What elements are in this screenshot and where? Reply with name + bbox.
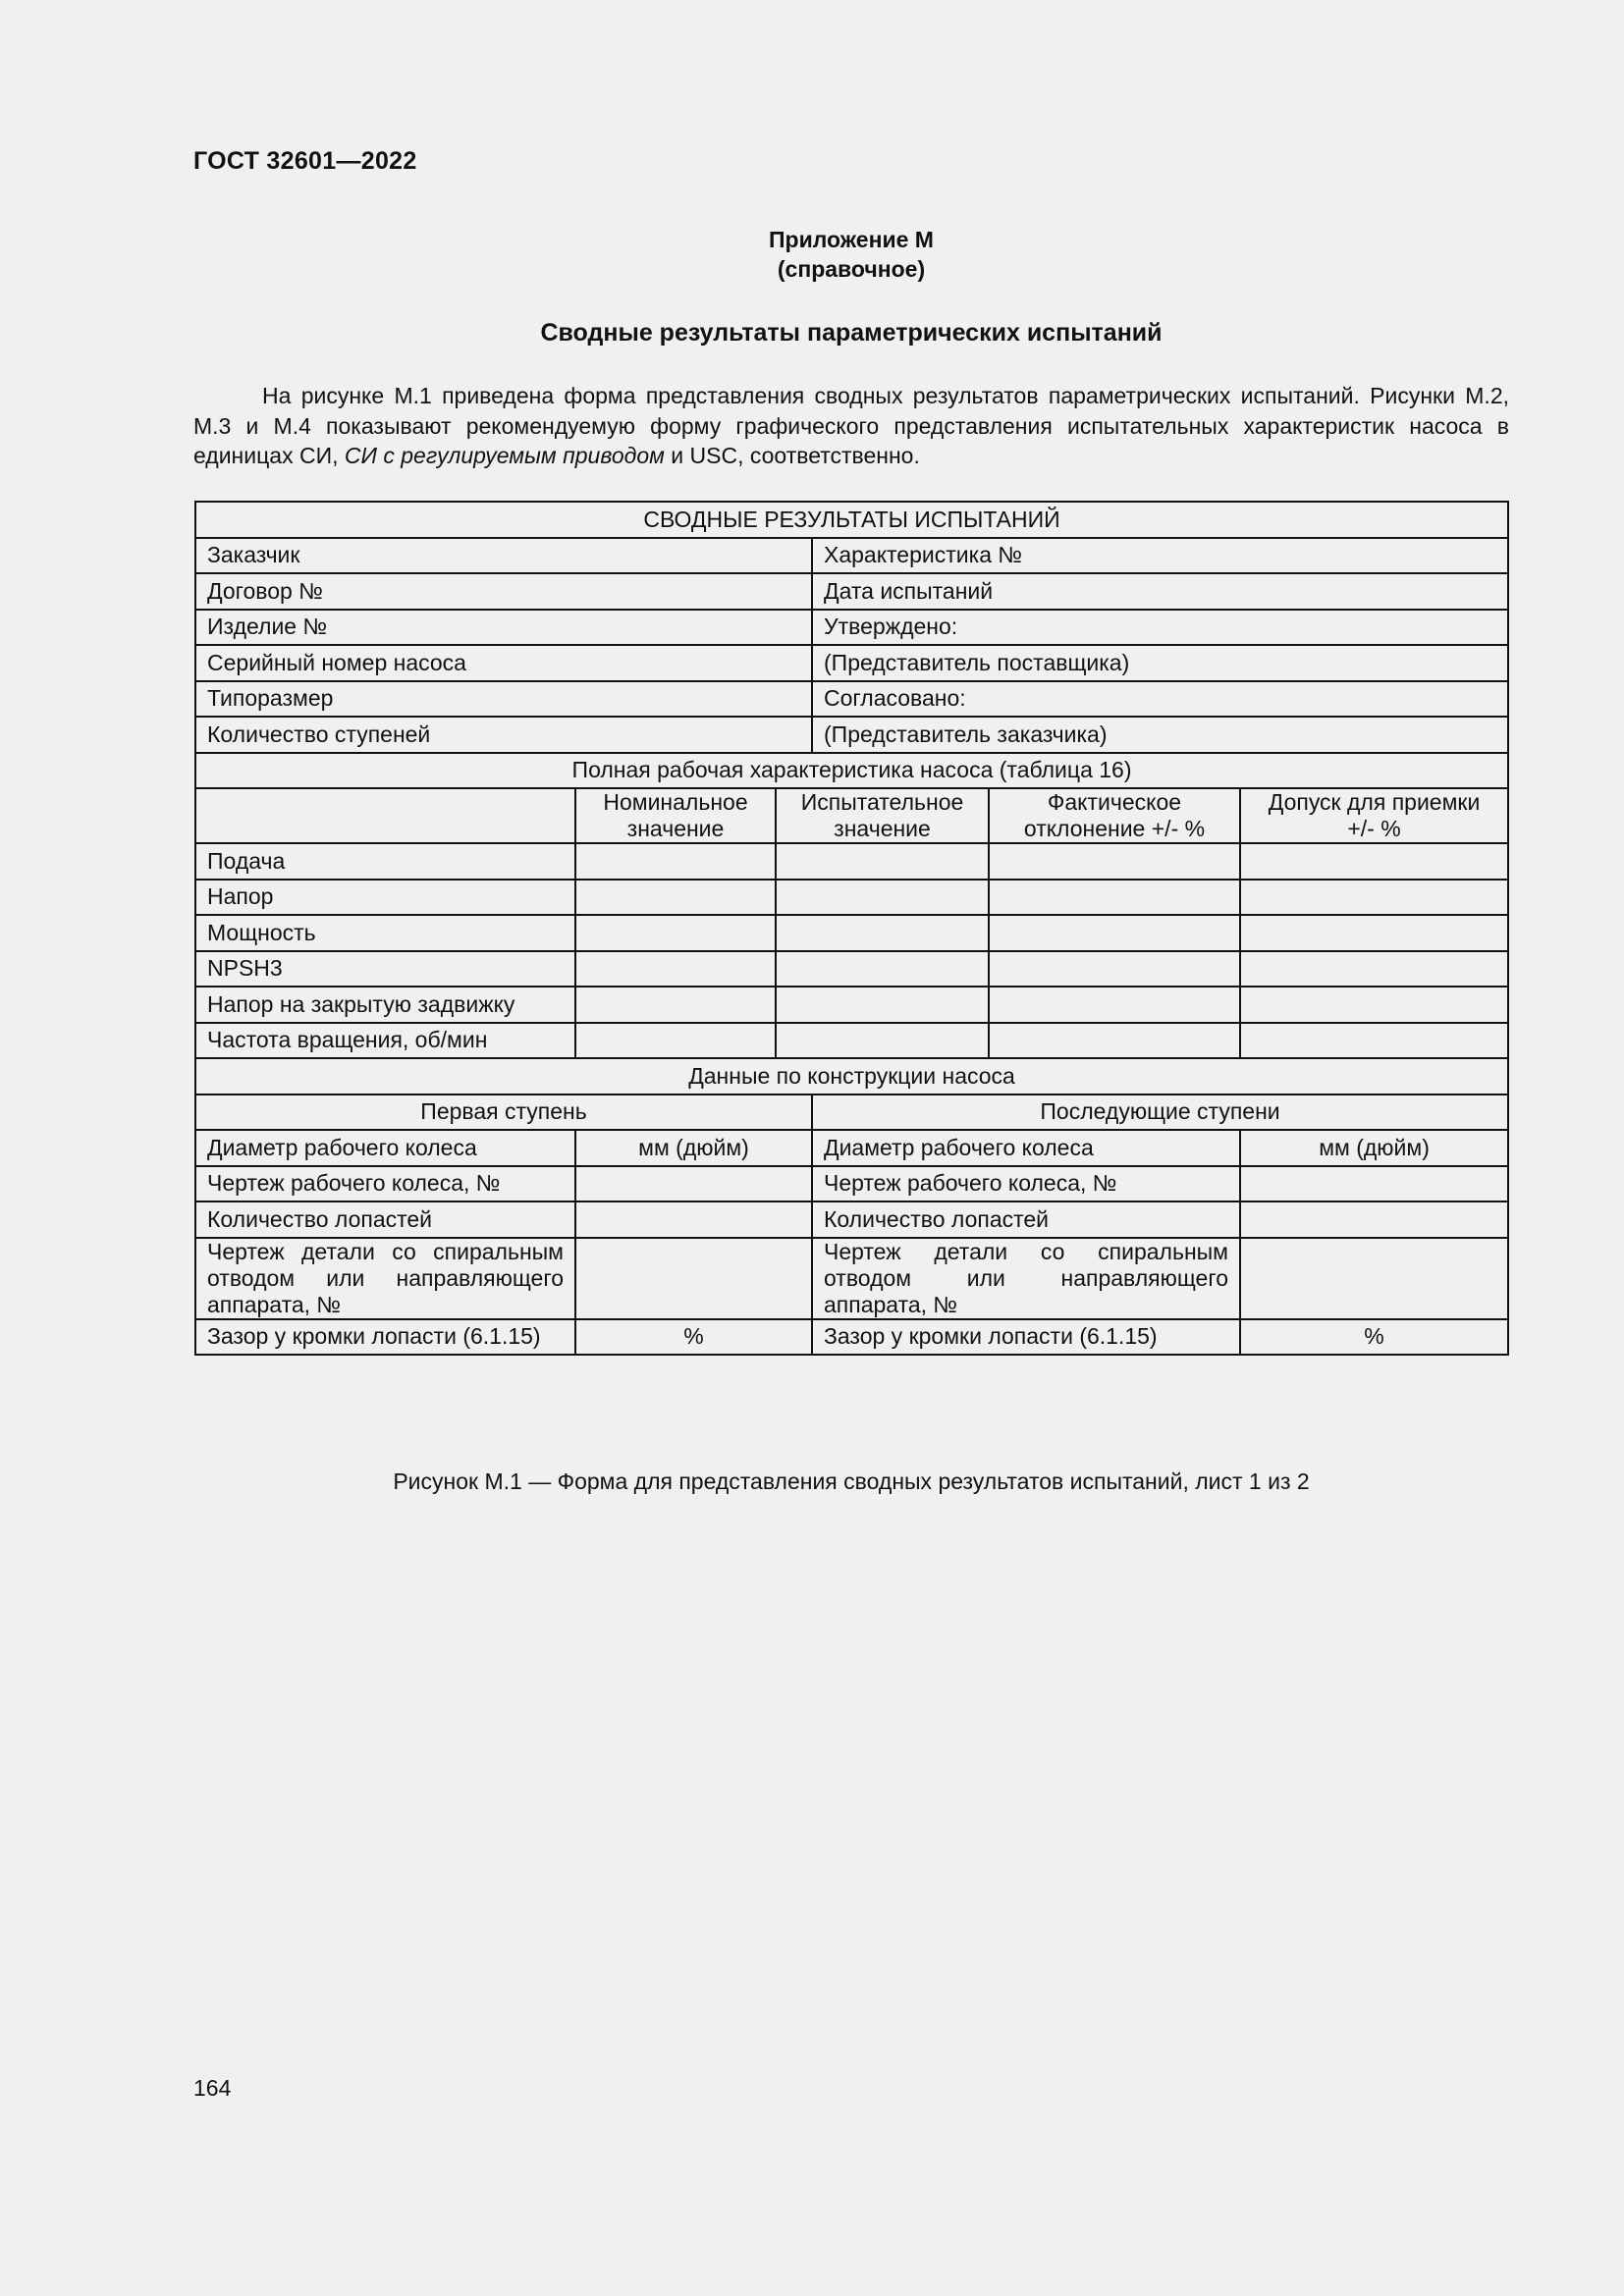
cell-nominal [575, 951, 776, 988]
info-row [195, 717, 1508, 753]
design-left-unit [575, 1166, 812, 1202]
info-left: Количество ступеней [195, 717, 812, 753]
design-right-unit: % [1240, 1319, 1508, 1356]
cell-tolerance [1240, 843, 1508, 880]
cell-test [776, 843, 989, 880]
performance-row-label: Подача [195, 843, 575, 880]
design-right-label: Количество лопастей [812, 1201, 1240, 1238]
cell-nominal [575, 1023, 776, 1059]
design-row [195, 1166, 1508, 1202]
performance-row [195, 987, 1508, 1023]
intro-text-2: и USC, соответственно. [664, 443, 920, 468]
design-right-label: Чертеж детали со спиральным отводом или направляющего аппарата, № [812, 1238, 1240, 1319]
cell-tolerance [1240, 915, 1508, 951]
info-right: Характеристика № [812, 538, 1508, 574]
cell-deviation [989, 987, 1240, 1023]
page-number: 164 [193, 2075, 232, 2101]
design-left-label: Диаметр рабочего колеса [195, 1130, 575, 1166]
design-row [195, 1238, 1508, 1319]
cell-tolerance [1240, 951, 1508, 988]
design-right-unit [1240, 1201, 1508, 1238]
cell-deviation [989, 880, 1240, 916]
performance-row-label: NPSH3 [195, 951, 575, 988]
design-left-unit: % [575, 1319, 812, 1356]
next-stages-header: Последующие ступени [812, 1095, 1508, 1131]
cell-tolerance [1240, 987, 1508, 1023]
cell-test [776, 915, 989, 951]
intro-text-1: На рисунке М.1 приведена форма представления сводных результатов параметрических испытаний. Рисунки М.2, М.3 и М.4 показывают рекомендуемую форму графического представления испытательных характеристик насоса в единицах СИ, [193, 383, 1509, 468]
design-left-label: Количество лопастей [195, 1201, 575, 1238]
info-left: Изделие № [195, 610, 812, 646]
performance-header-empty [195, 788, 575, 843]
cell-test [776, 880, 989, 916]
performance-row-label: Частота вращения, об/мин [195, 1023, 575, 1059]
intro-paragraph [193, 381, 1509, 471]
cell-tolerance [1240, 1023, 1508, 1059]
design-right-label: Зазор у кромки лопасти (6.1.15) [812, 1319, 1240, 1356]
info-left: Договор № [195, 573, 812, 610]
design-title-row [195, 1058, 1508, 1095]
design-left-unit [575, 1238, 812, 1319]
design-row [195, 1130, 1508, 1166]
form-title: СВОДНЫЕ РЕЗУЛЬТАТЫ ИСПЫТАНИЙ [195, 502, 1508, 538]
design-title: Данные по конструкции насоса [195, 1058, 1508, 1095]
design-right-label: Чертеж рабочего колеса, № [812, 1166, 1240, 1202]
info-row [195, 645, 1508, 681]
info-left: Серийный номер насоса [195, 645, 812, 681]
section-title: Сводные результаты параметрических испытаний [540, 319, 1163, 347]
performance-row-label: Напор на закрытую задвижку [195, 987, 575, 1023]
cell-nominal [575, 987, 776, 1023]
design-right-label: Диаметр рабочего колеса [812, 1130, 1240, 1166]
design-left-label: Чертеж детали со спиральным отводом или направляющего аппарата, № [195, 1238, 575, 1319]
info-left: Типоразмер [195, 681, 812, 718]
performance-row [195, 1023, 1508, 1059]
form-title-row [195, 502, 1508, 538]
design-left-label: Чертеж рабочего колеса, № [195, 1166, 575, 1202]
performance-row [195, 951, 1508, 988]
figure-caption: Рисунок М.1 — Форма для представления сводных результатов испытаний, лист 1 из 2 [393, 1468, 1310, 1494]
performance-row-label: Напор [195, 880, 575, 916]
column-header-test: Испытательное значение [776, 788, 989, 843]
design-left-unit: мм (дюйм) [575, 1130, 812, 1166]
cell-nominal [575, 843, 776, 880]
info-row [195, 573, 1508, 610]
info-right: (Представитель заказчика) [812, 717, 1508, 753]
info-left: Заказчик [195, 538, 812, 574]
design-right-unit: мм (дюйм) [1240, 1130, 1508, 1166]
design-right-unit [1240, 1166, 1508, 1202]
design-left-label: Зазор у кромки лопасти (6.1.15) [195, 1319, 575, 1356]
summary-results-form [194, 501, 1509, 1356]
performance-title-row [195, 753, 1508, 789]
cell-deviation [989, 951, 1240, 988]
cell-test [776, 1023, 989, 1059]
design-row [195, 1319, 1508, 1356]
cell-test [776, 951, 989, 988]
performance-row [195, 915, 1508, 951]
info-right: (Представитель поставщика) [812, 645, 1508, 681]
annex-subtitle: (справочное) [777, 256, 926, 282]
annex-title: Приложение М [769, 227, 934, 252]
info-right: Согласовано: [812, 681, 1508, 718]
info-row [195, 538, 1508, 574]
stage-header-row [195, 1095, 1508, 1131]
first-stage-header: Первая ступень [195, 1095, 812, 1131]
cell-test [776, 987, 989, 1023]
performance-row-label: Мощность [195, 915, 575, 951]
performance-row [195, 880, 1508, 916]
cell-nominal [575, 915, 776, 951]
info-right: Дата испытаний [812, 573, 1508, 610]
cell-tolerance [1240, 880, 1508, 916]
design-row [195, 1201, 1508, 1238]
cell-deviation [989, 1023, 1240, 1059]
performance-row [195, 843, 1508, 880]
document-code: ГОСТ 32601—2022 [193, 147, 417, 175]
design-left-unit [575, 1201, 812, 1238]
cell-deviation [989, 843, 1240, 880]
column-header-deviation: Фактическое отклонение +/- % [989, 788, 1240, 843]
info-row [195, 681, 1508, 718]
info-right: Утверждено: [812, 610, 1508, 646]
column-header-tolerance: Допуск для приемки +/- % [1240, 788, 1508, 843]
cell-nominal [575, 880, 776, 916]
cell-deviation [989, 915, 1240, 951]
performance-title: Полная рабочая характеристика насоса (таблица 16) [195, 753, 1508, 789]
design-right-unit [1240, 1238, 1508, 1319]
intro-text-italic: СИ с регулируемым приводом [344, 443, 665, 468]
column-header-nominal: Номинальное значение [575, 788, 776, 843]
performance-header-row [195, 788, 1508, 843]
info-row [195, 610, 1508, 646]
